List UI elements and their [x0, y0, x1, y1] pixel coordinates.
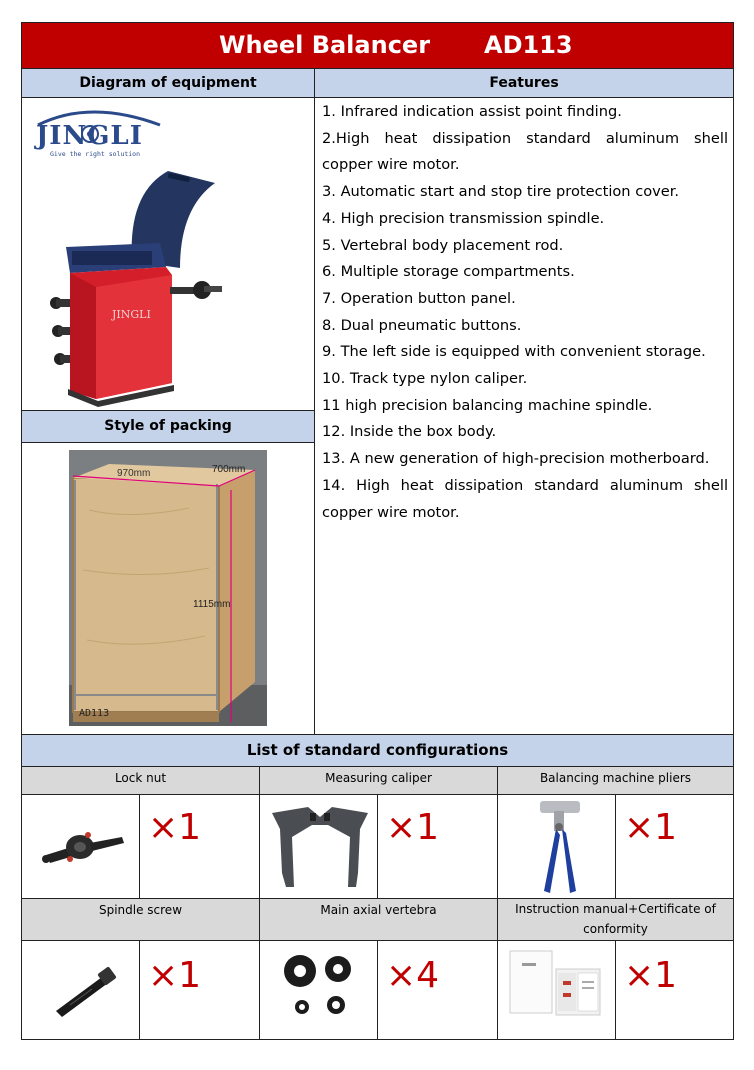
caliper-icon: [268, 803, 373, 893]
feature-item: 3. Automatic start and stop tire protection cover.: [322, 183, 680, 201]
machine-logo: JINGLI: [112, 308, 151, 321]
configs-heading: List of standard configurations: [22, 735, 733, 767]
config-name-cone: Main axial vertebra: [260, 899, 497, 940]
feature-item: 14. High heat dissipation standard aluminum shell copper wire motor.: [322, 476, 728, 521]
box-model-mark: AD113: [79, 708, 110, 719]
qty-pliers: ×1: [624, 807, 678, 848]
diagram-heading: Diagram of equipment: [22, 69, 314, 98]
spindle-screw-icon: [50, 963, 120, 1019]
feature-item: 12. Inside the box body.: [322, 423, 497, 441]
dim-width: 700mm: [212, 464, 246, 475]
lock-nut-icon: [38, 823, 128, 868]
feature-item: 8. Dual pneumatic buttons.: [322, 316, 522, 334]
wooden-box-image: [69, 450, 267, 726]
dim-length: 970mm: [117, 468, 151, 479]
feature-item: 10. Track type nylon caliper.: [322, 370, 528, 388]
qty-cone: ×4: [386, 955, 440, 996]
config-name-spindle-screw: Spindle screw: [22, 899, 259, 940]
brand-logo: [30, 103, 170, 163]
qty-spindle-screw: ×1: [148, 955, 202, 996]
product-title: Wheel Balancer: [219, 31, 431, 59]
qty-manual: ×1: [624, 955, 678, 996]
feature-item: 7. Operation button panel.: [322, 289, 516, 307]
feature-item: 11 high precision balancing machine spindle.: [322, 396, 653, 414]
cone-icon: [276, 951, 366, 1021]
manual-icon: [508, 949, 608, 1021]
qty-caliper: ×1: [386, 807, 440, 848]
config-name-manual: Instruction manual+Certificate of conformity: [498, 899, 733, 940]
feature-item: 5. Vertebral body placement rod.: [322, 236, 564, 254]
packing-box-photo: [69, 450, 267, 726]
feature-item: 13. A new generation of high-precision motherboard.: [322, 450, 710, 468]
spec-sheet: [21, 22, 734, 1040]
packing-heading: Style of packing: [22, 411, 314, 443]
logo-tagline: Give the right solution: [50, 150, 141, 158]
model-number: AD113: [484, 31, 573, 59]
config-name-caliper: Measuring caliper: [260, 767, 497, 794]
logo-brand: JINGLI: [36, 121, 143, 151]
feature-item: 1. Infrared indication assist point finding.: [322, 103, 622, 120]
title-bar: [22, 23, 733, 69]
feature-item: 6. Multiple storage compartments.: [322, 263, 575, 281]
dim-height: 1115mm: [193, 599, 231, 610]
wheel-balancer-image: [40, 163, 225, 408]
features-heading: Features: [315, 69, 733, 98]
config-name-lock-nut: Lock nut: [22, 767, 259, 794]
feature-item: 4. High precision transmission spindle.: [322, 209, 605, 227]
pliers-icon: [526, 797, 596, 897]
features-list: [322, 99, 728, 526]
qty-lock-nut: ×1: [148, 807, 202, 848]
feature-item: 2.High heat dissipation standard aluminum shell copper wire motor.: [322, 129, 728, 174]
feature-item: 9. The left side is equipped with convenient storage.: [322, 343, 706, 361]
config-name-pliers: Balancing machine pliers: [498, 767, 733, 794]
